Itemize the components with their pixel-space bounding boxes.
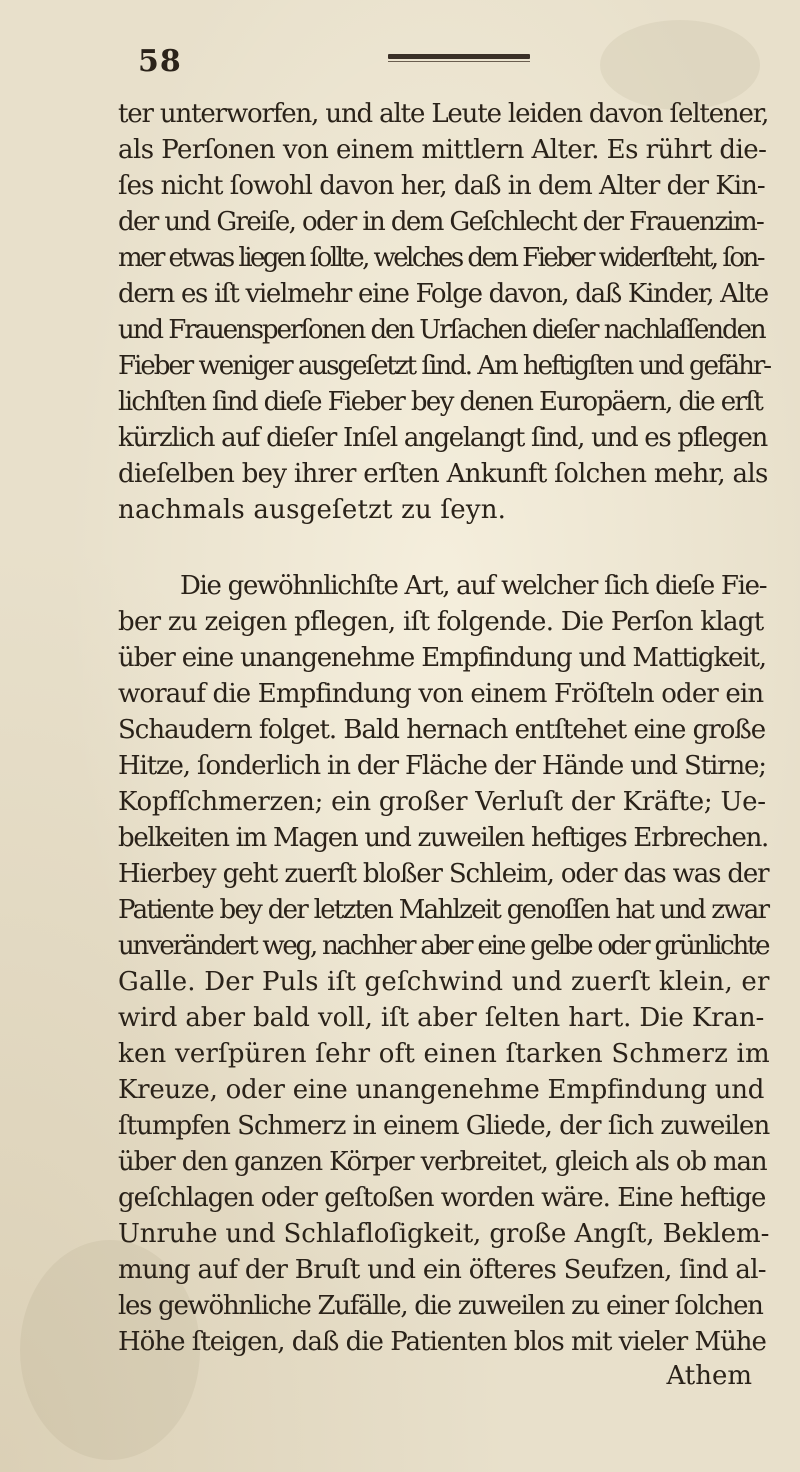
text-line: geſchlagen oder geſtoßen worden wäre. Eine heftige (118, 1183, 766, 1213)
text-line: und Frauensperſonen den Urſachen dieſer nachlaſſenden (118, 315, 765, 345)
paragraph-gap (118, 528, 770, 568)
text-line: les gewöhnliche Zufälle, die zuweilen zu einer ſolchen (118, 1291, 763, 1321)
text-line: Fieber weniger ausgeſetzt ſind. Am heftigſten und gefähr- (118, 351, 771, 381)
text-line: über eine unangenehme Empfindung und Mattigkeit, (118, 643, 766, 673)
text-line: ſes nicht ſowohl davon her, daß in dem Alter der Kin- (118, 171, 765, 201)
text-line: Hitze, ſonderlich in der Fläche der Hände und Stirne; (118, 751, 766, 781)
paragraph-1 (118, 96, 770, 528)
text-line: lichſten ſind dieſe Fieber bey denen Europäern, die erſt (118, 387, 763, 417)
text-line: Unruhe und Schlafloſigkeit, große Angſt, Beklem- (118, 1219, 770, 1249)
text-line: Kopfſchmerzen; ein großer Verluſt der Kräfte; Ue- (118, 787, 766, 817)
text-line: belkeiten im Magen und zuweilen heftiges Erbrechen. (118, 823, 768, 853)
text-line: mer etwas liegen ſollte, welches dem Fieber widerſteht, ſon- (118, 243, 763, 273)
text-line: ken verſpüren ſehr oft einen ſtarken Schmerz im (118, 1039, 770, 1069)
text-line: dieſelben bey ihrer erſten Ankunft ſolchen mehr, als (118, 459, 768, 489)
text-line: Höhe ſteigen, daß die Patienten blos mit vieler Mühe (118, 1327, 766, 1357)
text-line: ter unterworfen, und alte Leute leiden davon ſeltener, (118, 99, 769, 129)
text-line: dern es iſt vielmehr eine Folge davon, daß Kinder, Alte (118, 279, 768, 309)
text-line: ſtumpfen Schmerz in einem Gliede, der ſich zuweilen (118, 1111, 770, 1141)
text-line: unverändert weg, nachher aber eine gelbe oder grünlichte (118, 931, 769, 961)
text-line: als Perſonen von einem mittlern Alter. Es rührt die- (118, 135, 767, 165)
body-text (118, 96, 770, 1360)
text-line: worauf die Empfindung von einem Fröſteln oder ein (118, 679, 764, 709)
header-rule-thin (388, 61, 530, 62)
paragraph-2 (118, 568, 770, 1360)
text-line: Patiente bey der letzten Mahlzeit genoſſen hat und zwar (118, 895, 769, 925)
text-line: Schaudern folget. Bald hernach entſtehet eine große (118, 715, 766, 745)
text-line: der und Greiſe, oder in dem Geſchlecht der Frauenzim- (118, 207, 764, 237)
page-number: 58 (138, 44, 182, 79)
text-line: über den ganzen Körper verbreitet, gleich als ob man (118, 1147, 767, 1177)
text-line: ber zu zeigen pflegen, iſt folgende. Die Perſon klagt (118, 607, 764, 637)
text-line: nachmals ausgeſetzt zu ſeyn. (118, 495, 507, 525)
text-line: kürzlich auf dieſer Inſel angelangt ſind, und es pflegen (118, 423, 768, 453)
text-line: Galle. Der Puls iſt geſchwind und zuerſt klein, er (118, 967, 770, 997)
text-line: wird aber bald voll, iſt aber ſelten hart. Die Kran- (118, 1003, 765, 1033)
header-rule (388, 54, 530, 59)
text-line: Hierbey geht zuerſt bloßer Schleim, oder das was der (118, 859, 769, 889)
text-line: Die gewöhnlichſte Art, auf welcher ſich dieſe Fie- (180, 571, 767, 601)
catchword: Athem (666, 1361, 752, 1391)
text-line: Kreuze, oder eine unangenehme Empfindung und (118, 1075, 765, 1105)
text-line: mung auf der Bruſt und ein öfteres Seufzen, ſind al- (118, 1255, 766, 1285)
